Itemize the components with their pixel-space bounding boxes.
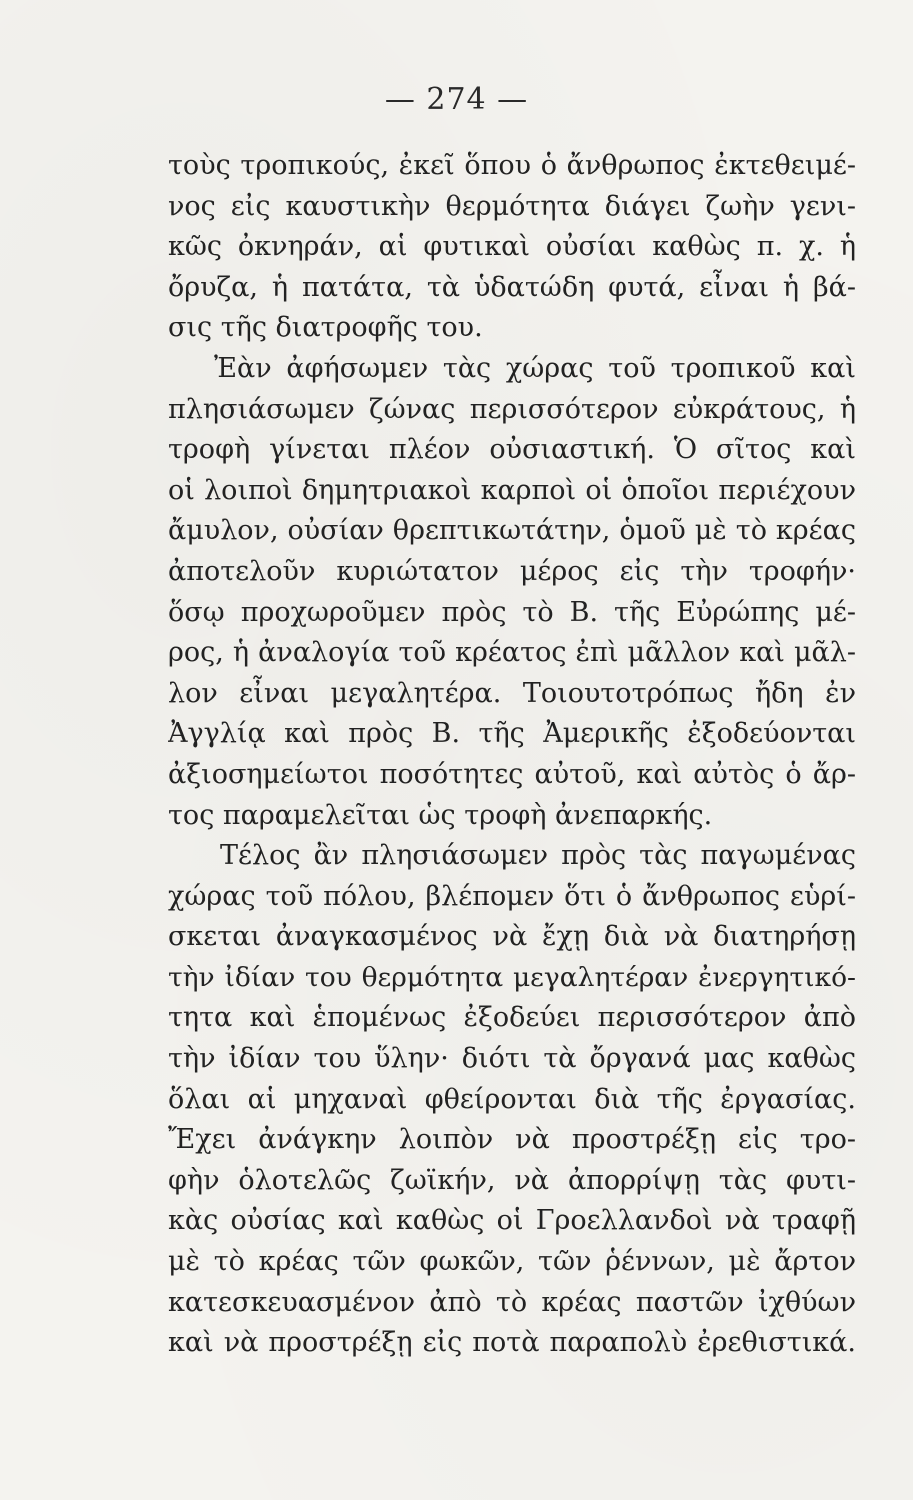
text-line: λον εἶναι μεγαλητέρα. Τοιουτοτρόπως ἤδη ἐν <box>168 677 856 709</box>
text-line: φὴν ὁλοτελῶς ζωϊκήν, νὰ ἀπορρίψῃ τὰς φυτι- <box>168 1164 856 1196</box>
text-line: τητα καὶ ἑπομένως ἐξοδεύει περισσότερον ἀπὸ <box>168 1002 856 1034</box>
text-line: ρος, ἡ ἀναλογία τοῦ κρέατος ἐπὶ μᾶλλον καὶ μᾶλ- <box>168 637 856 669</box>
text-line: τοὺς τροπικούς, ἐκεῖ ὅπου ὁ ἄνθρωπος ἐκτεθειμέ- <box>168 150 856 181</box>
text-line: νος εἰς καυστικὴν θερμότητα διάγει ζωὴν γενι- <box>168 190 856 222</box>
text-line: τροφὴ γίνεται πλέον οὐσιαστική. Ὁ σῖτος καὶ <box>168 434 856 466</box>
body-text <box>168 146 856 1364</box>
text-line: ὅλαι αἱ μηχαναὶ φθείρονται διὰ τῆς ἐργασίας. <box>168 1083 856 1115</box>
text-line: σκεται ἀναγκασμένος νὰ ἔχῃ διὰ νὰ διατηρήσῃ <box>168 921 856 953</box>
text-line: κῶς ὀκνηράν, αἱ φυτικαὶ οὐσίαι καθὼς π. χ. ἡ <box>168 231 856 263</box>
text-line: Ἐὰν ἀφήσωμεν τὰς χώρας τοῦ τροπικοῦ καὶ <box>214 352 856 384</box>
text-line: ὅσῳ προχωροῦμεν πρὸς τὸ Β. τῆς Εὐρώπης μέ- <box>168 596 856 628</box>
text-line: Ἔχει ἀνάγκην λοιπὸν νὰ προστρέξῃ εἰς τρο- <box>168 1124 856 1156</box>
text-line: ἀξιοσημείωτοι ποσότητες αὐτοῦ, καὶ αὐτὸς ὁ ἄρ- <box>168 758 856 790</box>
text-line: καὶ νὰ προστρέξῃ εἰς ποτὰ παραπολὺ ἐρεθιστικά. <box>168 1327 856 1359</box>
text-line: τὴν ἰδίαν του θερμότητα μεγαλητέραν ἐνεργητικό- <box>168 961 856 993</box>
page-number: — 274 — <box>384 82 529 117</box>
text-line: οἱ λοιποὶ δημητριακοὶ καρποὶ οἱ ὁποῖοι περιέχουν <box>168 474 856 506</box>
text-line: Ἀγγλίᾳ καὶ πρὸς Β. τῆς Ἀμερικῆς ἐξοδεύονται <box>168 718 856 750</box>
text-line: ὄρυζα, ἡ πατάτα, τὰ ὑδατώδη φυτά, εἶναι ἡ βά- <box>168 271 856 303</box>
text-line: τὴν ἰδίαν του ὕλην· διότι τὰ ὄργανά μας καθὼς <box>168 1043 856 1075</box>
text-line: κατεσκευασμένον ἀπὸ τὸ κρέας παστῶν ἰχθύων <box>168 1286 856 1318</box>
text-line: μὲ τὸ κρέας τῶν φωκῶν, τῶν ῥέννων, μὲ ἄρτον <box>168 1246 856 1278</box>
text-line: τος παραμελεῖται ὡς τροφὴ ἀνεπαρκής. <box>168 799 713 831</box>
text-line: σις τῆς διατροφῆς του. <box>168 312 483 344</box>
text-line: πλησιάσωμεν ζώνας περισσότερον εὐκράτους, ἡ <box>168 393 856 425</box>
text-line: κὰς οὐσίας καὶ καθὼς οἱ Γροελλανδοὶ νὰ τραφῇ <box>168 1205 856 1237</box>
text-line: ἄμυλον, οὐσίαν θρεπτικωτάτην, ὁμοῦ μὲ τὸ κρέας <box>168 515 856 547</box>
text-line: χώρας τοῦ πόλου, βλέπομεν ὅτι ὁ ἄνθρωπος εὑρί- <box>168 880 856 912</box>
text-line: ἀποτελοῦν κυριώτατον μέρος εἰς τὴν τροφήν· <box>168 555 856 587</box>
text-line: Τέλος ἂν πλησιάσωμεν πρὸς τὰς παγωμένας <box>220 840 856 872</box>
